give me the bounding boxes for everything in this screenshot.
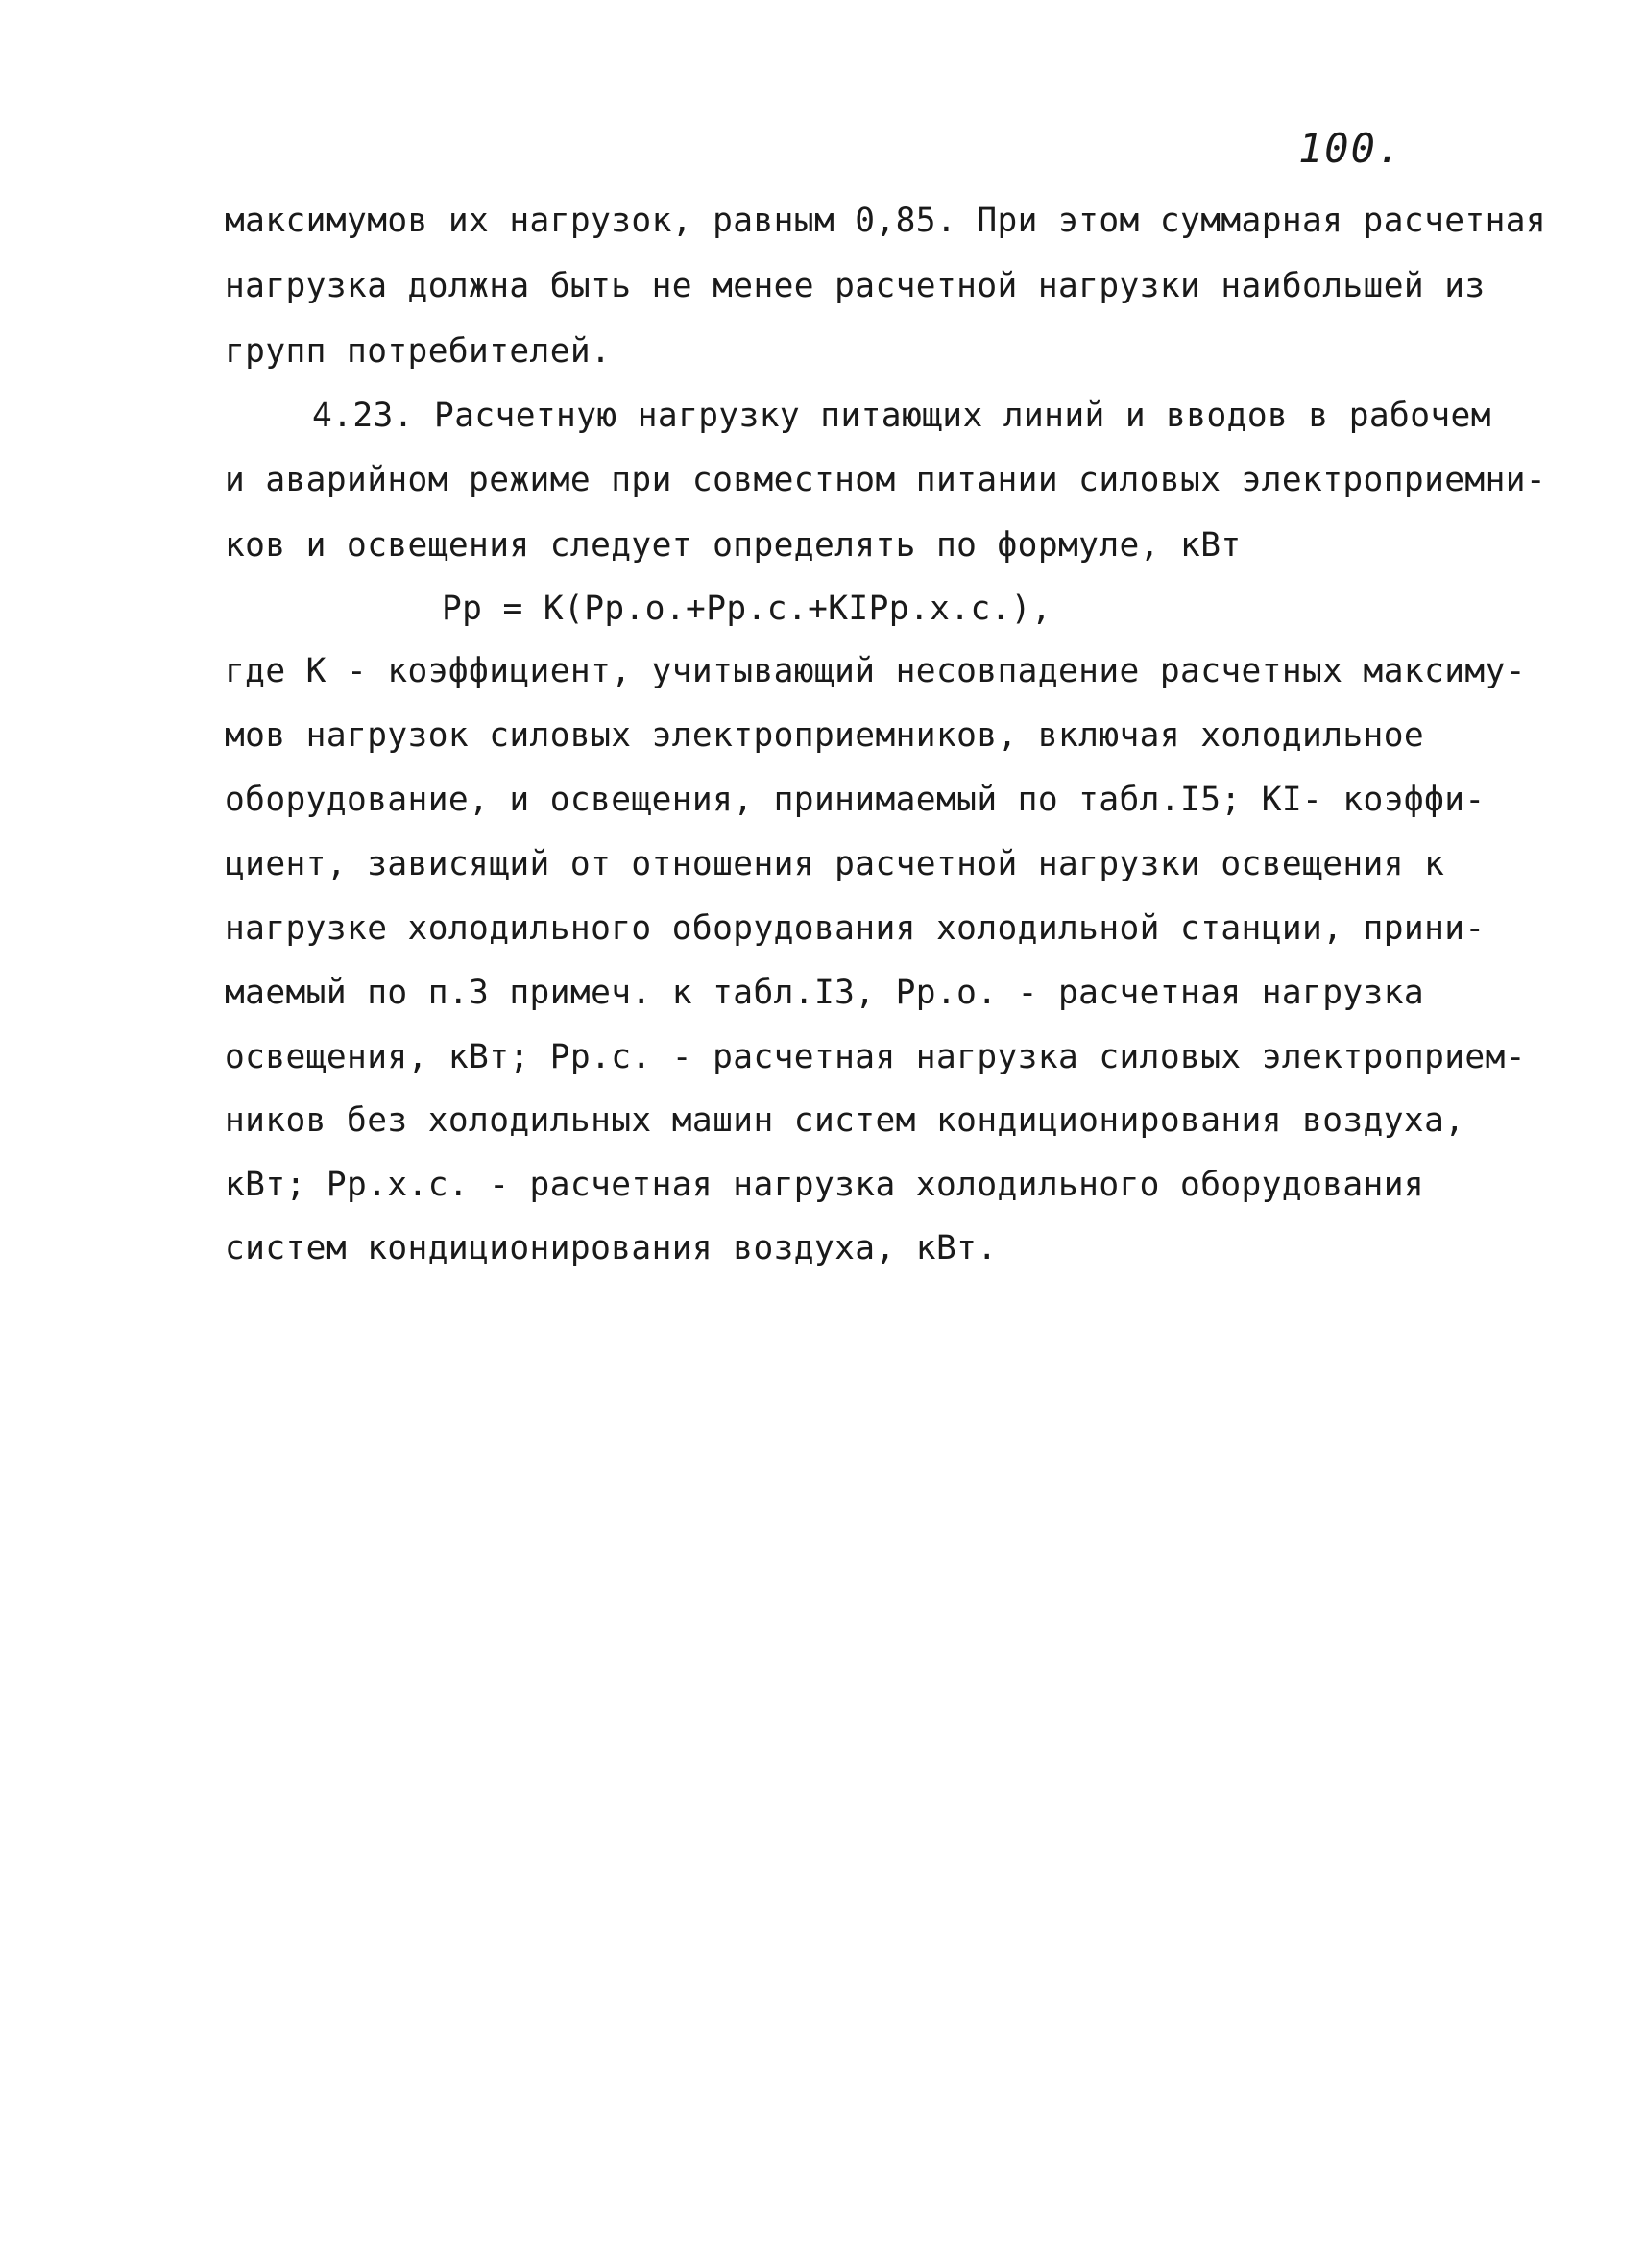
- text-line: циент, зависящий от отношения расчетной нагрузки освещения к: [225, 845, 1445, 883]
- page-number: 100.: [1298, 125, 1404, 172]
- text-line: групп потребителей.: [225, 332, 612, 371]
- text-line: маемый по п.3 примеч. к табл.I3, Рр.о. - расчетная нагрузка: [225, 974, 1425, 1012]
- text-line: максимумов их нагрузок, равным 0,85. При этом суммарная расчетная: [225, 202, 1547, 240]
- text-line: кВт; Рр.х.с. - расчетная нагрузка холодильного оборудования: [225, 1166, 1425, 1204]
- formula-line: Рр = К(Рр.о.+Рр.с.+КIРр.х.с.),: [442, 590, 1052, 628]
- text-line: и аварийном режиме при совместном питании силовых электроприемни-: [225, 461, 1547, 499]
- text-line: нагрузке холодильного оборудования холодильной станции, прини-: [225, 909, 1486, 948]
- text-line: мов нагрузок силовых электроприемников, включая холодильное: [225, 716, 1425, 755]
- text-line: нагрузка должна быть не менее расчетной нагрузки наибольшей из: [225, 267, 1486, 305]
- text-line: ников без холодильных машин систем кондиционирования воздуха,: [225, 1101, 1465, 1140]
- text-line: 4.23. Расчетную нагрузку питающих линий и вводов в рабочем: [312, 397, 1491, 435]
- text-line: освещения, кВт; Рр.с. - расчетная нагрузка силовых электроприем-: [225, 1038, 1526, 1076]
- text-line: систем кондиционирования воздуха, кВт.: [225, 1229, 998, 1267]
- text-line: оборудование, и освещения, принимаемый по табл.I5; КI- коэффи-: [225, 781, 1486, 819]
- text-line: где К - коэффициент, учитывающий несовпадение расчетных максиму-: [225, 652, 1526, 690]
- text-line: ков и освещения следует определять по формуле, кВт: [225, 526, 1242, 565]
